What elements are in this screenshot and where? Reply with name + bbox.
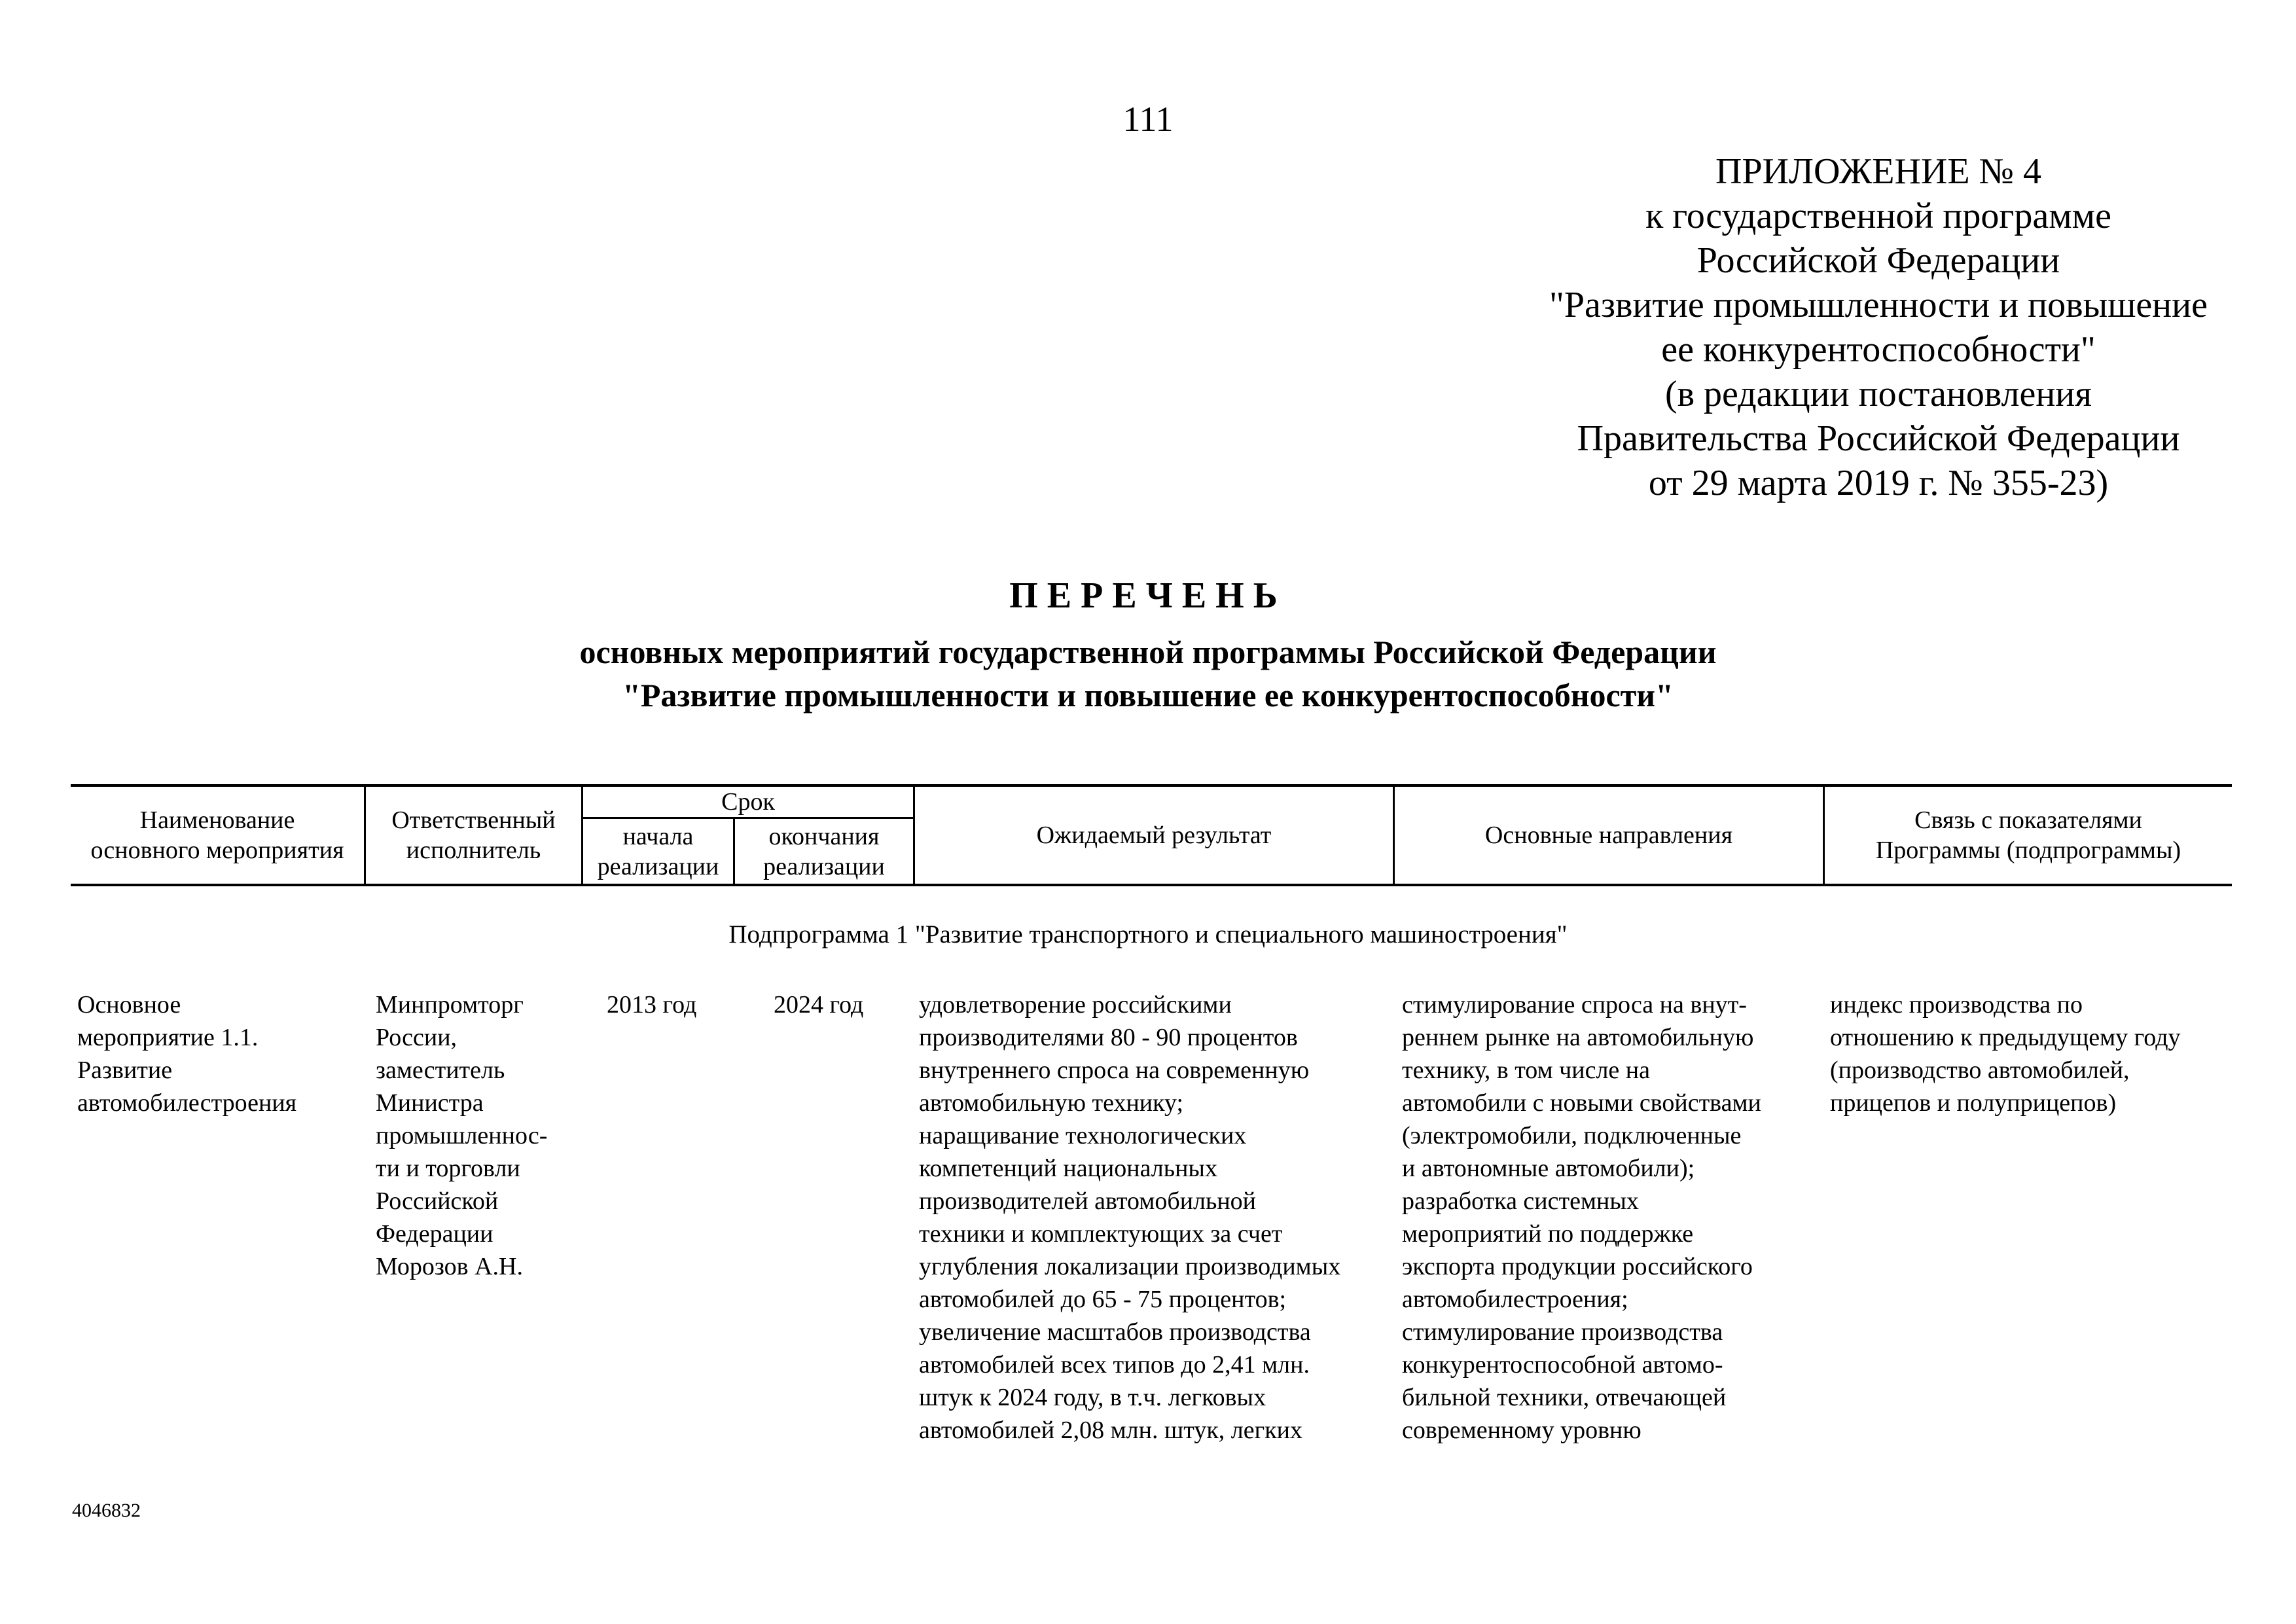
cell-indicators: индекс производства по отношению к предыдущему году (производство автомобилей, прицепов и полуприцепов)	[1830, 991, 2181, 1117]
document-subheading	[0, 630, 2296, 717]
header-term: Срок	[721, 788, 775, 816]
appendix-line: Российской Федерации	[1696, 240, 2060, 281]
cell-activity-name: Основное мероприятие 1.1. Развитие автомобилестроения	[77, 991, 297, 1117]
appendix-line: Правительства Российской Федерации	[1577, 418, 2180, 459]
subprogram-title: Подпрограмма 1 "Развитие транспортного и специального машиностроения"	[728, 920, 1568, 948]
appendix-line: (в редакции постановления	[1664, 374, 2092, 414]
cell-end-year: 2024 год	[774, 991, 864, 1019]
header-name: Наименование основного мероприятия	[90, 806, 344, 864]
appendix-line: к государственной программе	[1645, 196, 2111, 236]
appendix-line: "Развитие промышленности и повышение	[1549, 285, 2208, 325]
cell-expected-result: удовлетворение российскими производителями 80 - 90 процентов внутреннего спроса на современную автомобильную технику; наращивание технологических компетенций национальных производителей автомобильной техники и комплектующих за счет углубления локализации производимых автомобилей до 65 - 75 процентов; увеличение масштабов производства автомобилей всех типов до 2,41 млн. штук к 2024 году, в т.ч. легковых автомобилей 2,08 млн. штук, легких	[919, 991, 1341, 1444]
header-end: окончания реализации	[763, 822, 885, 880]
header-executor: Ответственный исполнитель	[391, 806, 556, 864]
table-header-bottom-rule	[71, 884, 2232, 886]
cell-start-year: 2013 год	[607, 991, 697, 1019]
header-result: Ожидаемый результат	[1036, 821, 1272, 849]
appendix-title: ПРИЛОЖЕНИЕ № 4	[1715, 151, 2041, 192]
header-indicators: Связь с показателями Программы (подпрограммы)	[1875, 806, 2181, 864]
appendix-line: от 29 марта 2019 г. № 355-23)	[1648, 463, 2109, 503]
subheading-line: "Развитие промышленности и повышение ее конкурентоспособности"	[622, 677, 1674, 713]
cell-main-directions: стимулирование спроса на внут- реннем рынке на автомобильную технику, в том числе на автомобили с новыми свойствами (электромобили, подключенные и автономные автомобили); разработка системных мероприятий по поддержке экспорта продукции российского автомобилестроения; стимулирование производства конкурентоспособной автомо- бильной техники, отвечающей современному уровню	[1402, 991, 1761, 1444]
appendix-line: ее конкурентоспособности"	[1661, 329, 2096, 370]
page-number: 111	[1122, 99, 1174, 139]
cell-executor: Минпромторг России, заместитель Министра промышленнос- ти и торговли Российской Федерации Морозов А.Н.	[376, 991, 548, 1280]
document-heading: ПЕРЕЧЕНЬ	[1009, 575, 1287, 616]
appendix-block	[1492, 149, 2265, 505]
subheading-line: основных мероприятий государственной программы Российской Федерации	[579, 634, 1717, 670]
header-directions: Основные направления	[1484, 821, 1733, 849]
header-start: начала реализации	[597, 822, 719, 880]
document-code: 4046832	[72, 1500, 141, 1521]
